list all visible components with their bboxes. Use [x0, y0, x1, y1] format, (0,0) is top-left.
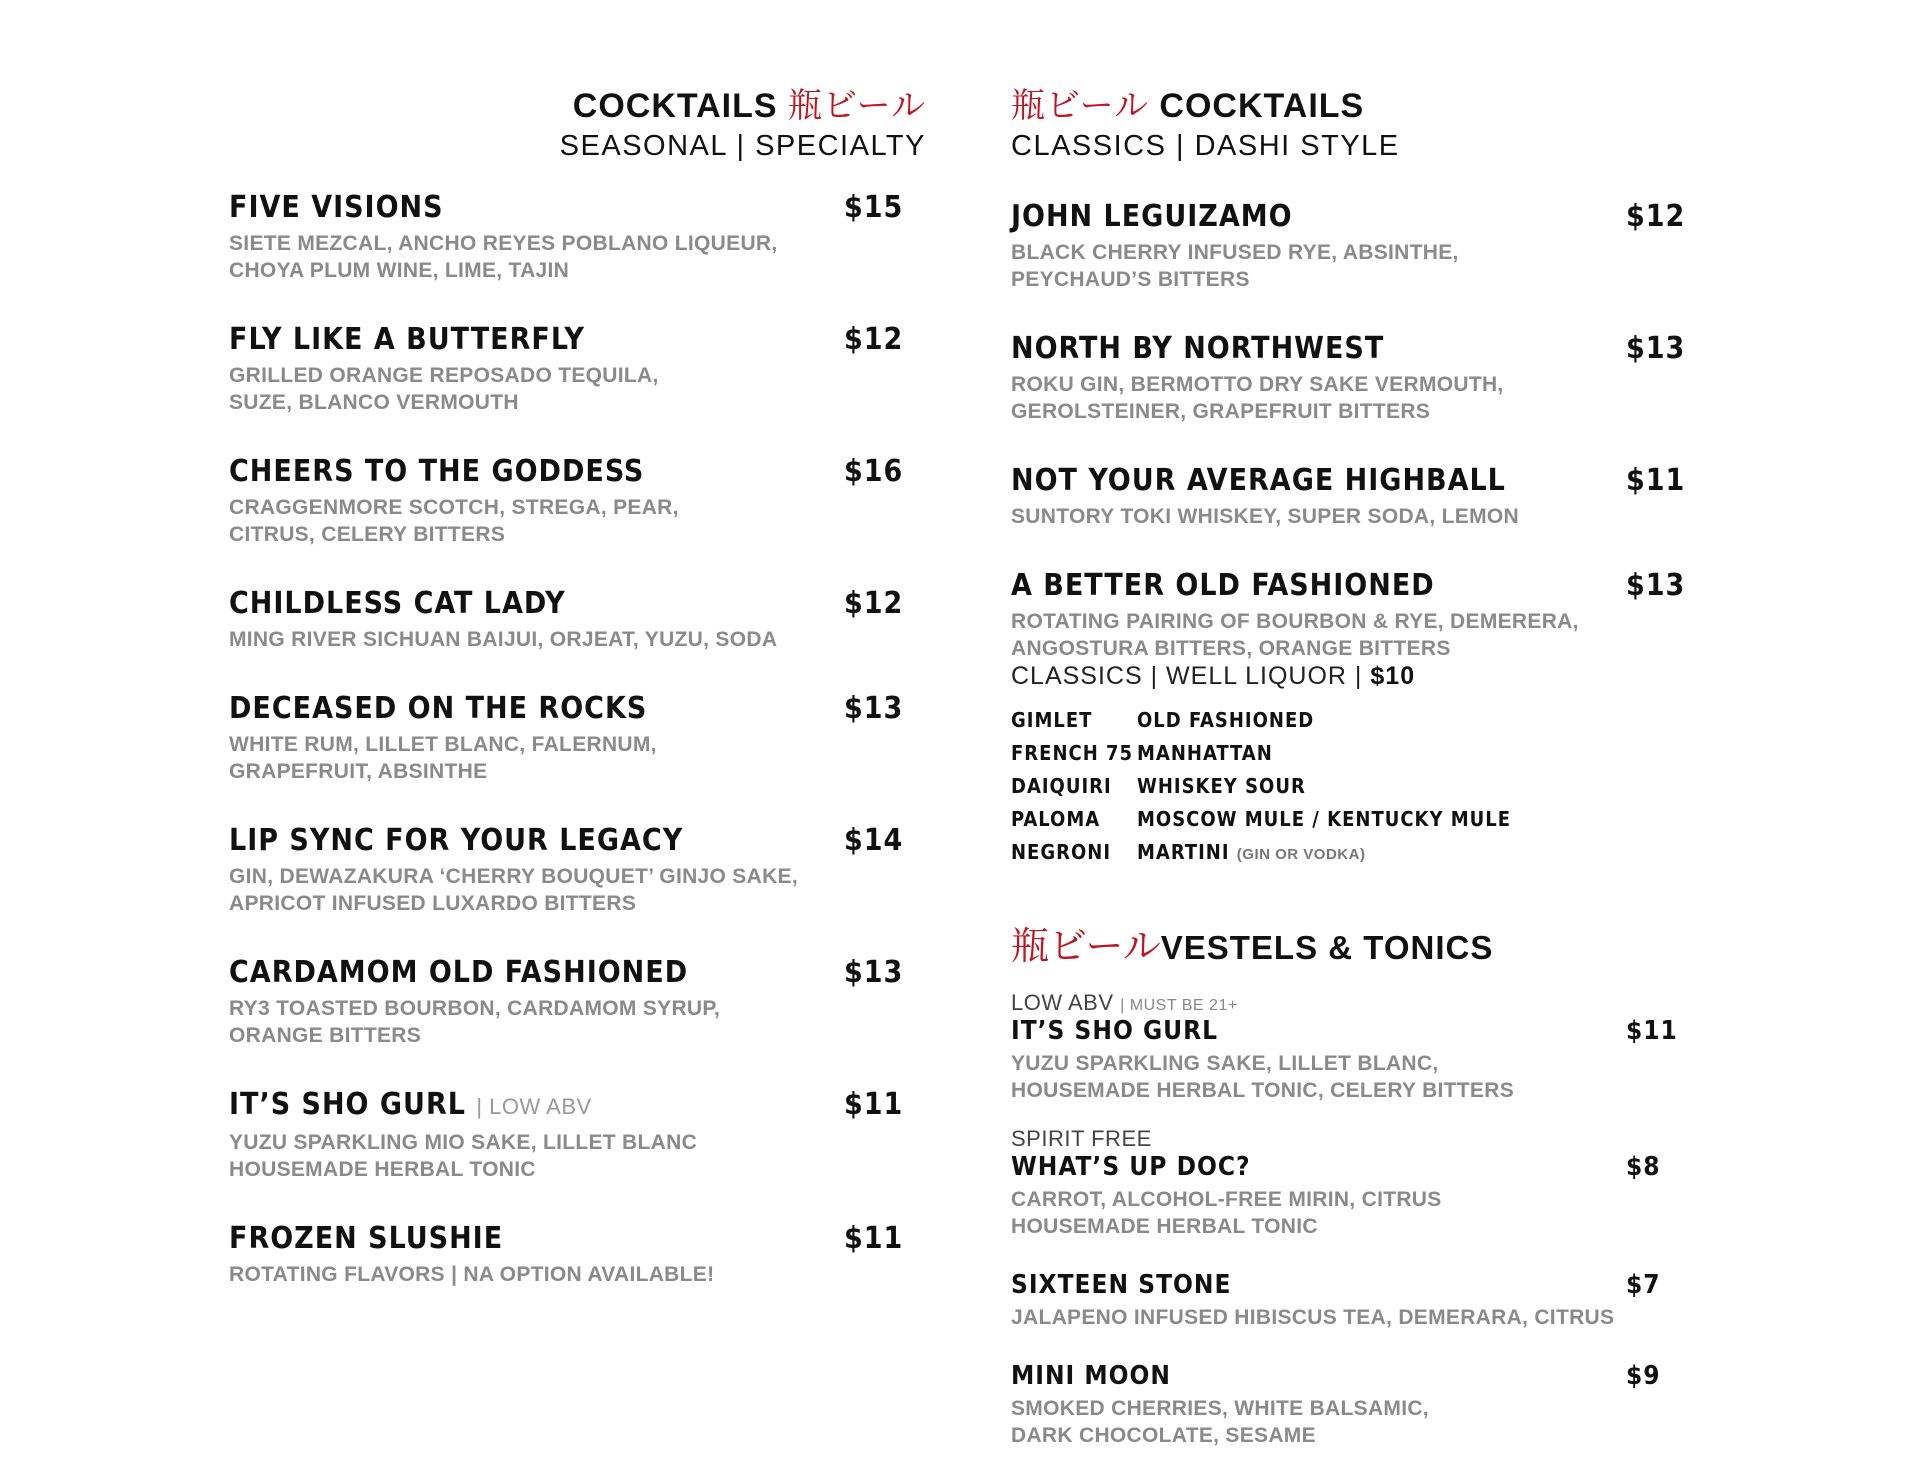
item-name: FLY LIKE A BUTTERFLY — [229, 322, 585, 357]
item-desc: GRILLED ORANGE REPOSADO TEQUILA, — [229, 364, 659, 387]
item-row — [1011, 1152, 1671, 1182]
item-name: NOT YOUR AVERAGE HIGHBALL — [1011, 463, 1506, 498]
item-desc: ANGOSTURA BITTERS, ORANGE BITTERS — [1011, 637, 1451, 660]
item-category-note: | MUST BE 21+ — [1120, 997, 1238, 1014]
item-name: FIVE VISIONS — [229, 190, 444, 225]
item-name — [229, 1087, 889, 1125]
left-header-title-text: COCKTAILS — [572, 87, 778, 125]
item-desc: CRAGGENMORE SCOTCH, STREGA, PEAR, — [229, 496, 679, 519]
item-price: $12 — [844, 322, 904, 357]
item-price: $13 — [844, 691, 904, 726]
item-desc: PEYCHAUD’S BITTERS — [1011, 268, 1250, 291]
menu-item — [1011, 1270, 1671, 1331]
item-desc: BLACK CHERRY INFUSED RYE, ABSINTHE, — [1011, 241, 1459, 264]
menu-item — [1011, 1126, 1671, 1240]
martini-note: (GIN OR VODKA) — [1236, 846, 1366, 863]
item-price: $7 — [1626, 1270, 1661, 1300]
menu-item — [229, 586, 904, 653]
menu-item — [229, 691, 904, 785]
item-desc: GEROLSTEINER, GRAPEFRUIT BITTERS — [1011, 400, 1431, 423]
item-desc: ORANGE BITTERS — [229, 1024, 422, 1047]
menu-item — [1011, 199, 1686, 293]
item-price: $13 — [1626, 568, 1686, 603]
left-header-subtitle: SEASONAL | SPECIALTY — [559, 130, 926, 162]
item-row — [1011, 1016, 1678, 1046]
item-desc: ROKU GIN, BERMOTTO DRY SAKE VERMOUTH, — [1011, 373, 1504, 396]
item-name: A BETTER OLD FASHIONED — [1011, 568, 1435, 603]
item-name: LIP SYNC FOR YOUR LEGACY — [229, 823, 684, 858]
item-desc: HOUSEMADE HERBAL TONIC — [229, 1158, 536, 1181]
item-desc: JALAPENO INFUSED HIBISCUS TEA, DEMERARA, CITRUS — [1011, 1306, 1615, 1329]
menu-item — [1011, 990, 1678, 1104]
menu-item — [229, 1221, 904, 1288]
item-price: $13 — [844, 955, 904, 990]
item-desc: HOUSEMADE HERBAL TONIC — [1011, 1215, 1318, 1238]
item-category-label: LOW ABV — [1011, 990, 1114, 1015]
item-desc: MING RIVER SICHUAN BAIJUI, ORJEAT, YUZU, SODA — [229, 628, 778, 651]
item-price: $11 — [1626, 463, 1686, 498]
item-desc: GIN, DEWAZAKURA ‘CHERRY BOUQUET’ GINJO SAKE, — [229, 865, 798, 888]
item-price: $8 — [1626, 1152, 1661, 1182]
item-price: $9 — [1626, 1361, 1661, 1391]
item-desc: WHITE RUM, LILLET BLANC, FALERNUM, — [229, 733, 657, 756]
item-price: $15 — [844, 190, 904, 225]
item-name: SIXTEEN STONE — [1011, 1270, 1232, 1300]
item-price: $14 — [844, 823, 904, 858]
item-desc: CHOYA PLUM WINE, LIME, TAJIN — [229, 259, 570, 282]
left-header-title — [573, 78, 926, 127]
item-desc: YUZU SPARKLING MIO SAKE, LILLET BLANC — [229, 1131, 698, 1154]
item-desc: ROTATING PAIRING OF BOURBON & RYE, DEMERERA, — [1011, 610, 1579, 633]
item-name-text: IT’S SHO GURL — [229, 1087, 466, 1122]
classic-drink: PALOMA — [1011, 807, 1101, 831]
classic-drink: MANHATTAN — [1137, 741, 1273, 765]
item-tag: | LOW ABV — [476, 1094, 592, 1119]
classics-list — [1011, 708, 1512, 867]
menu-item — [1011, 1361, 1671, 1449]
item-name: FROZEN SLUSHIE — [229, 1221, 504, 1256]
item-price: $13 — [1626, 331, 1686, 366]
item-desc: SIETE MEZCAL, ANCHO REYES POBLANO LIQUEUR, — [229, 232, 778, 255]
classic-drink: DAIQUIRI — [1011, 774, 1112, 798]
classic-drink: FRENCH 75 — [1011, 741, 1134, 765]
right-header-title — [1011, 78, 1364, 127]
item-row — [1011, 1270, 1671, 1300]
item-name: IT’S SHO GURL — [1011, 1016, 1219, 1046]
item-category — [1011, 990, 1671, 1016]
item-desc: GRAPEFRUIT, ABSINTHE — [229, 760, 488, 783]
item-name: JOHN LEGUIZAMO — [1011, 199, 1293, 234]
item-name: CHILDLESS CAT LADY — [229, 586, 566, 621]
menu-item — [229, 823, 904, 917]
item-price: $11 — [844, 1221, 904, 1256]
right-header-title-text: COCKTAILS — [1159, 87, 1365, 125]
item-desc: APRICOT INFUSED LUXARDO BITTERS — [229, 892, 637, 915]
item-name: NORTH BY NORTHWEST — [1011, 331, 1385, 366]
classics-title-text: CLASSICS | WELL LIQUOR | — [1011, 662, 1363, 690]
item-name: DECEASED ON THE ROCKS — [229, 691, 648, 726]
item-name: MINI MOON — [1011, 1361, 1172, 1391]
classics-title — [1011, 662, 1415, 691]
vestels-header — [1011, 915, 1493, 970]
right-header-jp: 瓶ビール — [1011, 86, 1149, 126]
menu-item — [1011, 568, 1686, 662]
item-price: $16 — [844, 454, 904, 489]
item-name: WHAT’S UP DOC? — [1011, 1152, 1251, 1182]
classic-drink: GIMLET — [1011, 708, 1093, 732]
item-desc: SMOKED CHERRIES, WHITE BALSAMIC, — [1011, 1397, 1429, 1420]
menu-item — [1011, 463, 1686, 530]
menu-item — [229, 322, 904, 416]
vestels-header-jp: 瓶ビール — [1011, 924, 1161, 968]
item-name: CHEERS TO THE GODDESS — [229, 454, 645, 489]
menu-item — [229, 955, 904, 1049]
item-desc: ROTATING FLAVORS | NA OPTION AVAILABLE! — [229, 1263, 715, 1286]
right-menu-list — [1011, 199, 1686, 662]
classic-drink: NEGRONI — [1011, 840, 1112, 864]
item-category: SPIRIT FREE — [1011, 1126, 1152, 1151]
classic-drink-martini — [1137, 840, 1477, 867]
classics-price: $10 — [1370, 662, 1416, 690]
item-desc: CITRUS, CELERY BITTERS — [229, 523, 506, 546]
item-desc: SUNTORY TOKI WHISKEY, SUPER SODA, LEMON — [1011, 505, 1519, 528]
left-menu-list — [229, 190, 904, 1288]
menu-item — [229, 454, 904, 548]
menu-item — [229, 1087, 904, 1183]
item-price: $11 — [844, 1087, 904, 1122]
classic-drink: MARTINI — [1137, 840, 1230, 864]
item-desc: DARK CHOCOLATE, SESAME — [1011, 1424, 1316, 1447]
item-name: CARDAMOM OLD FASHIONED — [229, 955, 689, 990]
classic-drink: MOSCOW MULE / KENTUCKY MULE — [1137, 807, 1512, 831]
classic-drink: OLD FASHIONED — [1137, 708, 1315, 732]
item-price: $11 — [1626, 1016, 1678, 1046]
left-header-jp: 瓶ビール — [788, 86, 926, 126]
item-desc: SUZE, BLANCO VERMOUTH — [229, 391, 519, 414]
menu-item — [229, 190, 904, 284]
vestels-list — [1011, 990, 1678, 1449]
vestels-header-title: VESTELS & TONICS — [1160, 929, 1494, 966]
item-desc: HOUSEMADE HERBAL TONIC, CELERY BITTERS — [1011, 1079, 1515, 1102]
item-desc: RY3 TOASTED BOURBON, CARDAMOM SYRUP, — [229, 997, 721, 1020]
classic-drink: WHISKEY SOUR — [1137, 774, 1306, 798]
item-desc: YUZU SPARKLING SAKE, LILLET BLANC, — [1011, 1052, 1439, 1075]
item-price: $12 — [1626, 199, 1686, 234]
menu-item — [1011, 331, 1686, 425]
right-header-subtitle: CLASSICS | DASHI STYLE — [1011, 130, 1400, 162]
item-price: $12 — [844, 586, 904, 621]
item-row — [1011, 1361, 1671, 1391]
item-desc: CARROT, ALCOHOL-FREE MIRIN, CITRUS — [1011, 1188, 1442, 1211]
